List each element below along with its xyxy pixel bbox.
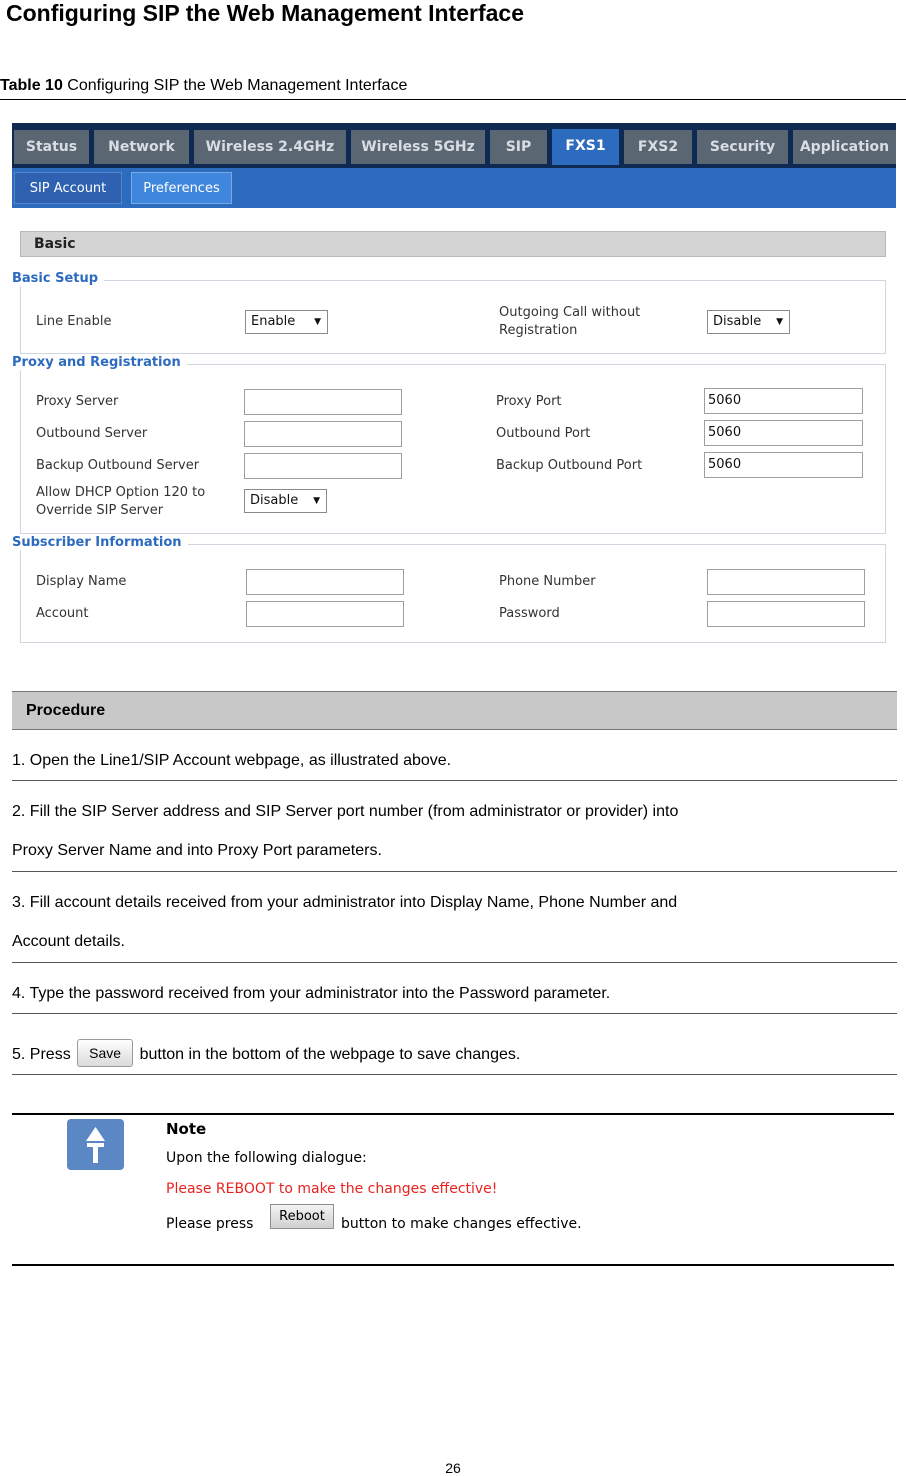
input-outbound-server[interactable] xyxy=(244,421,402,447)
label-outgoing-call-2: Registration xyxy=(499,323,578,338)
table-caption-label: Table 10 xyxy=(0,77,63,94)
page-number: 26 xyxy=(445,1460,461,1476)
input-phone-number[interactable] xyxy=(707,569,865,595)
procedure-heading: Procedure xyxy=(12,691,897,730)
legend-proxy: Proxy and Registration xyxy=(12,355,187,370)
label-phone-number: Phone Number xyxy=(499,574,596,589)
step-divider xyxy=(12,962,897,963)
select-dhcp-option[interactable] xyxy=(244,489,327,513)
tab-fxs2[interactable]: FXS2 xyxy=(624,130,692,164)
note-title: Note xyxy=(166,1120,207,1138)
input-backup-outbound-server[interactable] xyxy=(244,453,402,479)
input-outbound-port[interactable]: 5060 xyxy=(704,420,863,446)
step-divider xyxy=(12,871,897,872)
tab-fxs1[interactable]: FXS1 xyxy=(552,129,619,165)
chevron-down-icon: ▼ xyxy=(776,317,783,327)
input-proxy-port[interactable]: 5060 xyxy=(704,388,863,414)
note-top-rule xyxy=(12,1113,894,1115)
input-proxy-server[interactable] xyxy=(244,389,402,415)
note-bottom-rule xyxy=(12,1264,894,1266)
tab-application[interactable]: Application xyxy=(793,130,896,164)
tab-status[interactable]: Status xyxy=(14,130,89,164)
step-4: 4. Type the password received from your administrator into the Password parameter. xyxy=(12,985,611,1002)
tab-security[interactable]: Security xyxy=(697,130,788,164)
chevron-down-icon: ▼ xyxy=(314,317,321,327)
chevron-down-icon: ▼ xyxy=(313,496,320,506)
label-backup-outbound-port: Backup Outbound Port xyxy=(496,458,643,473)
step-3-line-1: 3. Fill account details received from your administrator into Display Name, Phone Number and xyxy=(12,894,678,911)
label-password: Password xyxy=(499,606,560,621)
step-3-line-2: Account details. xyxy=(12,933,125,950)
step-5-prefix: 5. Press xyxy=(12,1046,71,1063)
label-proxy-port: Proxy Port xyxy=(496,394,562,409)
label-dhcp-option-2: Override SIP Server xyxy=(36,503,164,518)
sub-nav xyxy=(12,168,896,208)
select-line-enable[interactable] xyxy=(245,310,328,334)
legend-basic-setup: Basic Setup xyxy=(12,271,104,286)
label-outbound-port: Outbound Port xyxy=(496,426,591,441)
label-dhcp-option-1: Allow DHCP Option 120 to xyxy=(36,485,206,500)
label-display-name: Display Name xyxy=(36,574,127,589)
label-proxy-server: Proxy Server xyxy=(36,394,119,409)
label-line-enable: Line Enable xyxy=(36,314,112,329)
caption-divider xyxy=(0,99,906,100)
step-2-line-1: 2. Fill the SIP Server address and SIP Server port number (from administrator or provider) into xyxy=(12,803,679,820)
label-outbound-server: Outbound Server xyxy=(36,426,148,441)
table-caption-text: Configuring SIP the Web Management Interface xyxy=(67,77,408,94)
step-divider xyxy=(12,1013,897,1014)
note-line-1: Upon the following dialogue: xyxy=(166,1150,367,1166)
subtab-preferences[interactable]: Preferences xyxy=(131,172,232,204)
note-line-2: Please REBOOT to make the changes effective! xyxy=(166,1181,498,1197)
select-line-enable-value: Enable xyxy=(251,314,296,329)
tab-sip[interactable]: SIP xyxy=(490,130,547,164)
select-outgoing-call-value: Disable xyxy=(713,314,762,329)
step-1: 1. Open the Line1/SIP Account webpage, as illustrated above. xyxy=(12,752,452,769)
input-password[interactable] xyxy=(707,601,865,627)
reboot-button[interactable]: Reboot xyxy=(270,1204,334,1229)
section-header-basic: Basic xyxy=(20,231,886,257)
step-divider xyxy=(12,780,897,781)
step-divider xyxy=(12,1074,897,1075)
select-outgoing-call[interactable] xyxy=(707,310,790,334)
input-display-name[interactable] xyxy=(246,569,404,595)
subtab-sip-account[interactable]: SIP Account xyxy=(14,172,122,204)
note-line-3-prefix: Please press xyxy=(166,1216,254,1232)
web-ui-screenshot xyxy=(12,123,896,650)
step-5 xyxy=(12,1035,897,1074)
pushpin-icon xyxy=(67,1119,124,1170)
tab-wireless-24ghz[interactable]: Wireless 2.4GHz xyxy=(194,130,346,164)
table-caption xyxy=(0,77,407,95)
label-account: Account xyxy=(36,606,89,621)
legend-subscriber: Subscriber Information xyxy=(12,535,188,550)
step-2-line-2: Proxy Server Name and into Proxy Port parameters. xyxy=(12,842,382,859)
page-title: Configuring SIP the Web Management Interface xyxy=(6,0,524,26)
step-5-suffix: button in the bottom of the webpage to save changes. xyxy=(139,1046,521,1063)
label-backup-outbound-server: Backup Outbound Server xyxy=(36,458,200,473)
save-button[interactable]: Save xyxy=(77,1039,133,1067)
label-outgoing-call-1: Outgoing Call without xyxy=(499,305,641,320)
main-nav xyxy=(12,123,896,168)
input-account[interactable] xyxy=(246,601,404,627)
tab-wireless-5ghz[interactable]: Wireless 5GHz xyxy=(351,130,485,164)
input-backup-outbound-port[interactable]: 5060 xyxy=(704,452,863,478)
select-dhcp-option-value: Disable xyxy=(250,493,299,508)
note-line-3-suffix: button to make changes effective. xyxy=(341,1216,582,1232)
tab-network[interactable]: Network xyxy=(94,130,189,164)
